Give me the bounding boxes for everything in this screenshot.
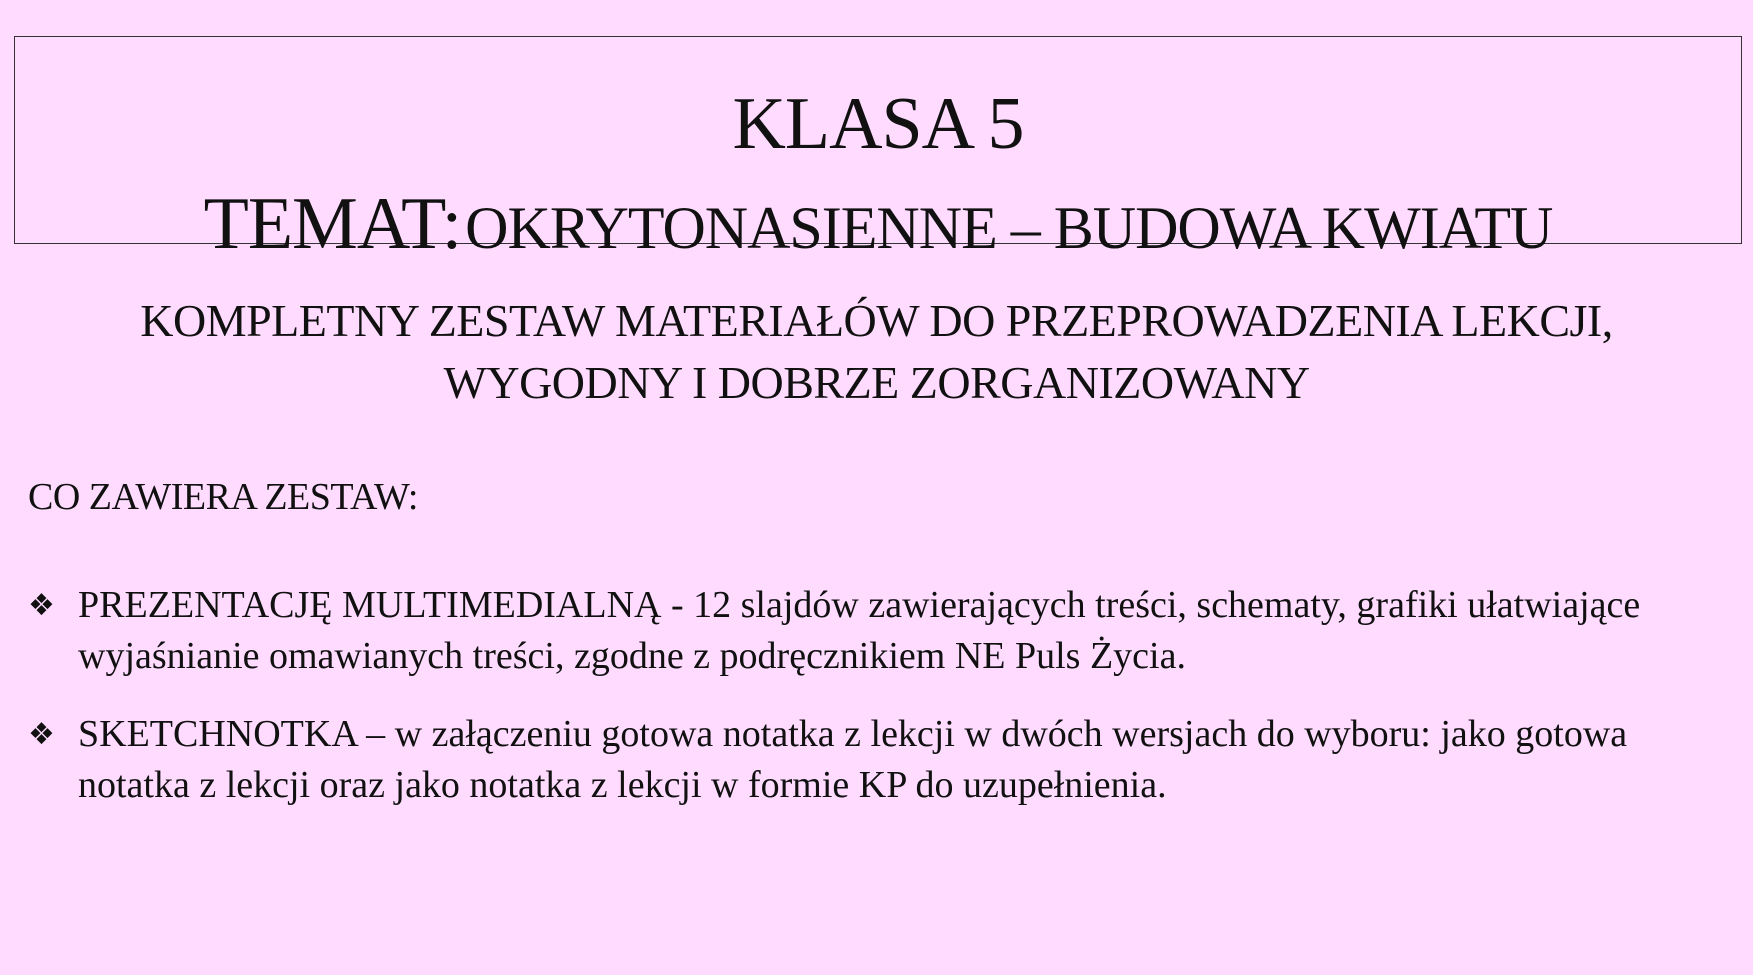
contents-heading: CO ZAWIERA ZESTAW:	[28, 476, 418, 518]
title-box	[14, 36, 1742, 265]
diamond-bullet-icon: ❖	[28, 588, 55, 623]
subtitle-line-1: KOMPLETNY ZESTAW MATERIAŁÓW DO PRZEPROWADZENIA LEKCJI,	[140, 295, 1613, 346]
list-item-text: PREZENTACJĘ MULTIMEDIALNĄ - 12 slajdów zawierających treści, schematy, grafiki ułatwiające wyjaśnianie omawianych treści, zgodne z podręcznikiem NE Puls Życia.	[78, 584, 1641, 677]
contents-list	[28, 580, 1728, 838]
list-item	[28, 709, 1728, 811]
class-label: KLASA 5	[732, 83, 1024, 165]
topic-prefix: TEMAT:	[203, 183, 462, 265]
subtitle-line-2: WYGODNY I DOBRZE ZORGANIZOWANY	[443, 357, 1310, 408]
diamond-bullet-icon: ❖	[28, 717, 55, 752]
list-item-text: SKETCHNOTKA – w załączeniu gotowa notatka z lekcji w dwóch wersjach do wyboru: jako gotowa notatka z lekcji oraz jako notatka z lekcji w formie KP do uzupełnienia.	[78, 713, 1628, 806]
topic-title	[15, 183, 1741, 265]
topic-text: OKRYTONASIENNE – BUDOWA KWIATU	[465, 195, 1553, 261]
list-item	[28, 580, 1728, 682]
